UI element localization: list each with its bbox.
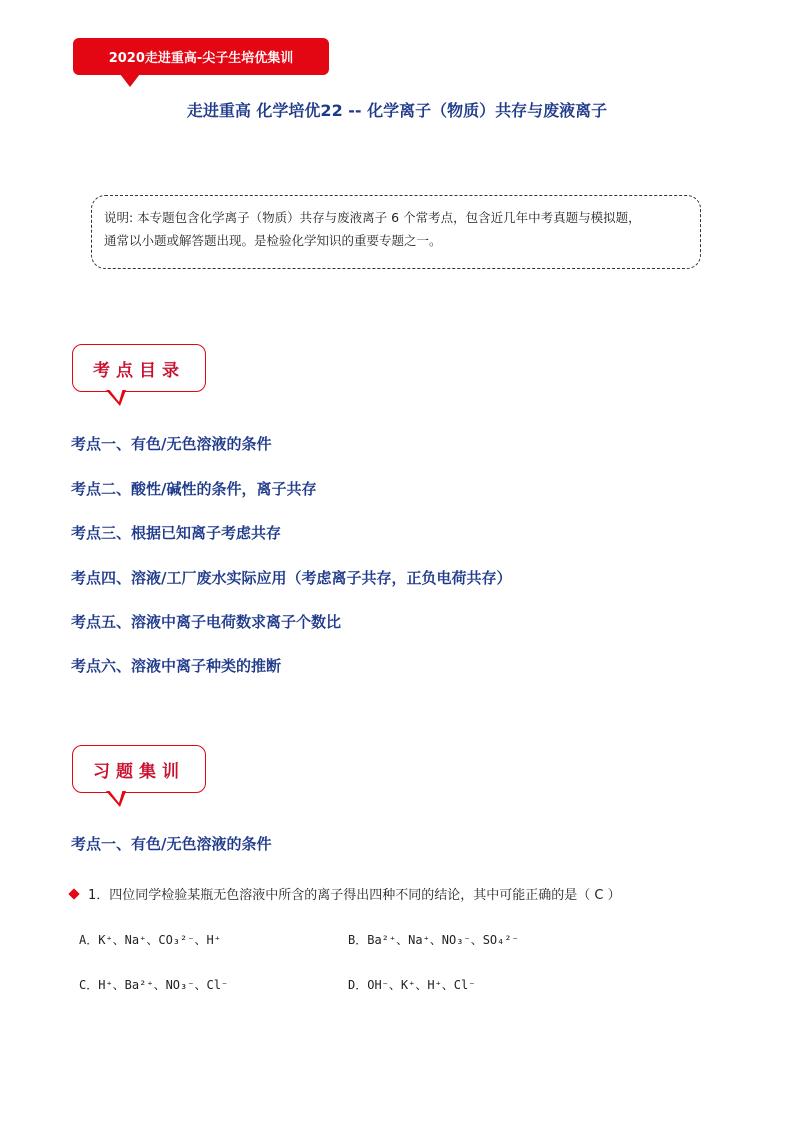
exercise-heading-label: 习题集训 [93, 761, 185, 782]
option-a: A．K⁺、Na⁺、CO₃²⁻、H⁺ [79, 933, 221, 947]
toc-heading-bubble [72, 344, 206, 392]
description-box [91, 195, 701, 269]
toc-item-6[interactable]: 考点六、溶液中离子种类的推断 [71, 657, 282, 675]
description-line-1: 说明: 本专题包含化学离子（物质）共存与废液离子 6 个常考点，包含近几年中考真题与模拟题， [104, 210, 641, 225]
toc-item-3[interactable]: 考点三、根据已知离子考虑共存 [71, 524, 282, 542]
series-banner [73, 38, 329, 75]
toc-item-4[interactable]: 考点四、溶液/工厂废水实际应用（考虑离子共存，正负电荷共存） [71, 569, 512, 587]
question-1 [70, 884, 621, 903]
option-b: B．Ba²⁺、Na⁺、NO₃⁻、SO₄²⁻ [348, 933, 519, 947]
diamond-bullet-icon [68, 888, 79, 899]
series-banner-text: 2020走进重高-尖子生培优集训 [108, 51, 294, 66]
exercise-heading-bubble [72, 745, 206, 793]
option-d: D．OH⁻、K⁺、H⁺、Cl⁻ [348, 978, 476, 992]
document-title: 走进重高 化学培优22 -- 化学离子（物质）共存与废液离子 [186, 101, 608, 120]
question-1-text: 1．四位同学检验某瓶无色溶液中所含的离子得出四种不同的结论，其中可能正确的是（ C ） [88, 888, 621, 903]
toc-item-1[interactable]: 考点一、有色/无色溶液的条件 [71, 435, 272, 453]
banner-pointer [120, 74, 140, 87]
toc-heading-label: 考点目录 [93, 360, 185, 381]
option-c: C．H⁺、Ba²⁺、NO₃⁻、Cl⁻ [79, 978, 229, 992]
toc-item-2[interactable]: 考点二、酸性/碱性的条件，离子共存 [71, 480, 317, 498]
toc-item-5[interactable]: 考点五、溶液中离子电荷数求离子个数比 [71, 613, 342, 631]
section-heading: 考点一、有色/无色溶液的条件 [71, 835, 272, 853]
description-line-2: 通常以小题或解答题出现。是检验化学知识的重要专题之一。 [104, 233, 442, 248]
